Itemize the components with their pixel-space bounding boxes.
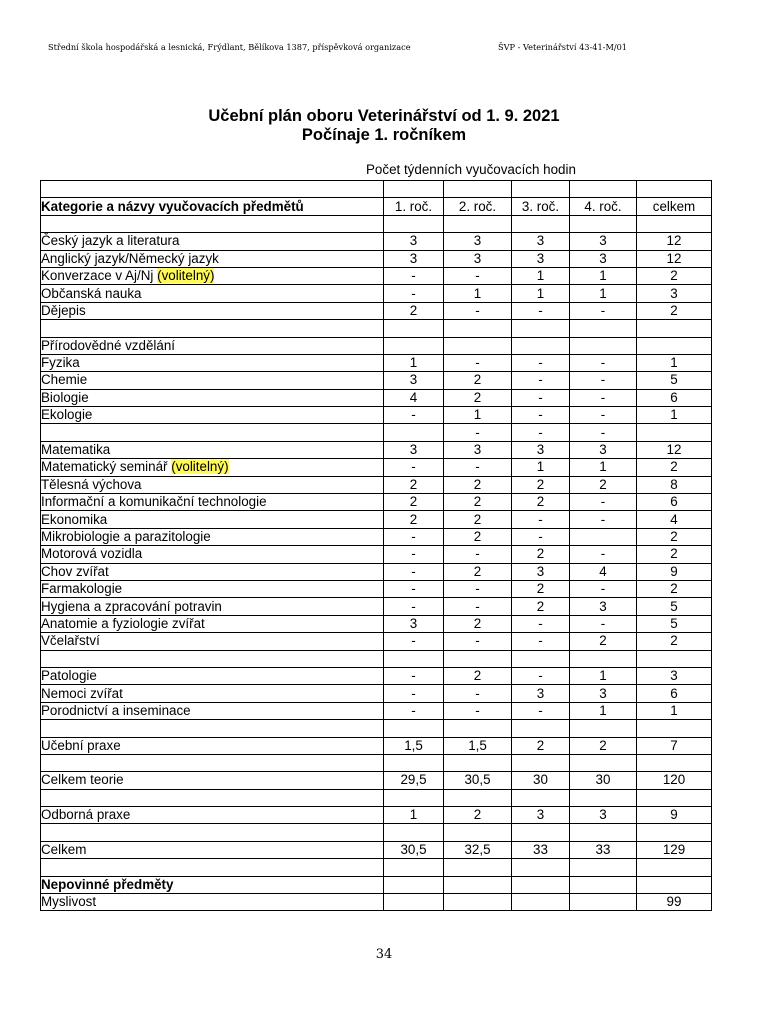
total-cell: 6 (637, 685, 712, 702)
hours-cell: - (570, 354, 637, 371)
hours-cell: - (570, 580, 637, 597)
hours-cell: 4 (570, 563, 637, 580)
spacer-row (41, 650, 712, 667)
hours-cell: 30 (512, 772, 570, 789)
hours-cell: - (384, 459, 444, 476)
category-row (41, 876, 712, 893)
subject-name: Ekonomika (41, 511, 384, 528)
table-row (41, 476, 712, 493)
subject-name: Nemoci zvířat (41, 685, 384, 702)
total-cell: 6 (637, 389, 712, 406)
hours-cell: 3 (444, 441, 512, 458)
summary-label: Celkem (41, 841, 384, 858)
hours-cell (384, 424, 444, 441)
hours-cell: - (570, 372, 637, 389)
hours-cell: 33 (512, 841, 570, 858)
table-row (41, 702, 712, 719)
summary-label: Celkem teorie (41, 772, 384, 789)
hours-cell: - (384, 563, 444, 580)
hours-cell: - (512, 633, 570, 650)
table-row (41, 667, 712, 684)
total-cell: 5 (637, 598, 712, 615)
table-row (41, 633, 712, 650)
hours-cell: - (444, 354, 512, 371)
total-cell: 9 (637, 563, 712, 580)
hours-cell: - (512, 667, 570, 684)
hours-cell (384, 894, 444, 911)
table-row (41, 407, 712, 424)
subject-name: Fyzika (41, 354, 384, 371)
curriculum-table (40, 180, 712, 911)
hours-cell: 3 (570, 250, 637, 267)
hours-cell: 2 (444, 494, 512, 511)
hours-cell: 1 (570, 267, 637, 284)
hours-cell: - (384, 580, 444, 597)
table-row (41, 233, 712, 250)
hours-cell: 1 (570, 285, 637, 302)
hours-cell: 3 (384, 615, 444, 632)
hours-cell: 3 (570, 807, 637, 824)
table-header-row (41, 198, 712, 215)
hours-cell: - (384, 598, 444, 615)
hours-cell: 2 (444, 615, 512, 632)
hours-cell: 2 (444, 807, 512, 824)
hours-cell: 29,5 (384, 772, 444, 789)
spacer-row (41, 789, 712, 806)
total-cell: 1 (637, 354, 712, 371)
table-row (41, 424, 712, 441)
total-cell: 12 (637, 250, 712, 267)
table-row (41, 737, 712, 754)
hours-cell: 3 (384, 233, 444, 250)
hours-cell: - (570, 511, 637, 528)
subject-name: Myslivost (41, 894, 384, 911)
subject-name-text: Konverzace v Aj/Nj (41, 268, 154, 284)
total-cell: 2 (637, 546, 712, 563)
total-cell: 99 (637, 894, 712, 911)
hours-cell: 2 (512, 476, 570, 493)
total-cell: 2 (637, 267, 712, 284)
subject-name: Hygiena a zpracování potravin (41, 598, 384, 615)
summary-row (41, 841, 712, 858)
hours-cell: 3 (512, 233, 570, 250)
hours-cell: 2 (444, 528, 512, 545)
hours-cell: 3 (512, 441, 570, 458)
subject-name: Mikrobiologie a parazitologie (41, 528, 384, 545)
table-row (41, 580, 712, 597)
hours-cell: - (444, 685, 512, 702)
hours-cell: 2 (512, 580, 570, 597)
subject-name-text: Matematický seminář (41, 459, 168, 475)
category-row (41, 337, 712, 354)
table-row (41, 563, 712, 580)
table-row (41, 389, 712, 406)
hours-cell: - (444, 633, 512, 650)
hours-cell: 1 (570, 459, 637, 476)
total-cell: 3 (637, 285, 712, 302)
total-cell: 12 (637, 441, 712, 458)
hours-cell: - (384, 546, 444, 563)
hours-cell: - (384, 267, 444, 284)
total-cell (637, 424, 712, 441)
total-cell: 6 (637, 494, 712, 511)
hours-cell: - (570, 546, 637, 563)
hours-cell: 2 (570, 737, 637, 754)
elective-highlight: (volitelný) (157, 268, 215, 284)
subject-name: Dějepis (41, 302, 384, 319)
subject-name: Chov zvířat (41, 563, 384, 580)
hours-cell: - (512, 511, 570, 528)
total-cell: 120 (637, 772, 712, 789)
column-header-year-3: 3. roč. (512, 198, 570, 215)
table-row (41, 685, 712, 702)
hours-cell (570, 894, 637, 911)
hours-cell: 1 (512, 285, 570, 302)
hours-cell: 2 (512, 598, 570, 615)
hours-cell: - (570, 424, 637, 441)
subject-name: Motorová vozidla (41, 546, 384, 563)
page-number: 34 (375, 947, 393, 962)
hours-cell: - (512, 372, 570, 389)
hours-cell: 3 (384, 372, 444, 389)
subject-name: Matematika (41, 441, 384, 458)
hours-cell: - (512, 389, 570, 406)
table-row (41, 894, 712, 911)
table-row (41, 250, 712, 267)
hours-cell: 2 (512, 737, 570, 754)
subject-name: Odborná praxe (41, 807, 384, 824)
subject-name: Občanská nauka (41, 285, 384, 302)
subject-name (41, 267, 384, 284)
hours-cell: 32,5 (444, 841, 512, 858)
hours-cell (444, 894, 512, 911)
table-row (41, 372, 712, 389)
hours-cell: 30,5 (444, 772, 512, 789)
hours-cell: 3 (444, 233, 512, 250)
document-subtitle: Počínaje 1. ročníkem (301, 126, 467, 144)
hours-cell: 2 (444, 372, 512, 389)
hours-cell: 1,5 (444, 737, 512, 754)
hours-cell: - (512, 354, 570, 371)
subject-name: Porodnictví a inseminace (41, 702, 384, 719)
hours-cell: - (512, 702, 570, 719)
subject-name: Informační a komunikační technologie (41, 494, 384, 511)
total-cell: 2 (637, 459, 712, 476)
table-row (41, 528, 712, 545)
subject-name: Anatomie a fyziologie zvířat (41, 615, 384, 632)
hours-cell: 3 (512, 563, 570, 580)
hours-cell: - (444, 580, 512, 597)
hours-cell: - (384, 528, 444, 545)
total-cell: 129 (637, 841, 712, 858)
hours-cell: - (444, 459, 512, 476)
hours-cell: - (384, 285, 444, 302)
hours-cell: - (444, 598, 512, 615)
total-cell: 12 (637, 233, 712, 250)
hours-cell: - (512, 407, 570, 424)
hours-cell: 2 (384, 511, 444, 528)
hours-cell: - (570, 494, 637, 511)
subject-name: Anglický jazyk/Německý jazyk (41, 250, 384, 267)
subject-name: Ekologie (41, 407, 384, 424)
hours-cell: 1,5 (384, 737, 444, 754)
hours-cell: 3 (444, 250, 512, 267)
hours-cell: - (570, 615, 637, 632)
document-title: Učební plán oboru Veterinářství od 1. 9. 2021 (208, 107, 560, 125)
hours-cell: 1 (570, 667, 637, 684)
table-row (41, 285, 712, 302)
hours-per-week-heading: Počet týdenních vyučovacích hodin (366, 162, 576, 177)
hours-cell: 2 (384, 476, 444, 493)
hours-cell: 2 (512, 494, 570, 511)
hours-cell: - (570, 302, 637, 319)
hours-cell: 30 (570, 772, 637, 789)
subject-name: Český jazyk a literatura (41, 233, 384, 250)
hours-cell: - (384, 633, 444, 650)
spacer-row (41, 181, 712, 198)
hours-cell: - (444, 267, 512, 284)
hours-cell: - (444, 424, 512, 441)
table-row (41, 494, 712, 511)
subject-name: Tělesná výchova (41, 476, 384, 493)
total-cell: 3 (637, 667, 712, 684)
hours-cell: 2 (444, 563, 512, 580)
total-cell: 2 (637, 580, 712, 597)
hours-cell: 30,5 (384, 841, 444, 858)
hours-cell: 3 (570, 598, 637, 615)
hours-cell: - (512, 528, 570, 545)
total-cell: 2 (637, 302, 712, 319)
hours-cell: 1 (444, 407, 512, 424)
hours-cell: 2 (444, 476, 512, 493)
table-row (41, 302, 712, 319)
hours-cell: 1 (570, 702, 637, 719)
hours-cell: 1 (384, 354, 444, 371)
total-cell: 2 (637, 528, 712, 545)
column-header-subject: Kategorie a názvy vyučovacích předmětů (41, 198, 384, 215)
hours-cell: 3 (384, 441, 444, 458)
hours-cell: 2 (444, 511, 512, 528)
hours-cell: 2 (570, 633, 637, 650)
hours-cell (570, 528, 637, 545)
spacer-row (41, 320, 712, 337)
total-cell: 5 (637, 372, 712, 389)
hours-cell: - (444, 702, 512, 719)
hours-cell: - (512, 302, 570, 319)
hours-cell: 3 (512, 807, 570, 824)
hours-cell: - (444, 302, 512, 319)
hours-cell: 1 (384, 807, 444, 824)
table-row (41, 459, 712, 476)
hours-cell: 2 (512, 546, 570, 563)
column-header-year-4: 4. roč. (570, 198, 637, 215)
hours-cell: 2 (444, 667, 512, 684)
spacer-row (41, 824, 712, 841)
table-row (41, 511, 712, 528)
hours-cell: 2 (384, 302, 444, 319)
summary-row (41, 772, 712, 789)
spacer-row (41, 859, 712, 876)
hours-cell: 33 (570, 841, 637, 858)
hours-cell: 1 (512, 267, 570, 284)
spacer-row (41, 754, 712, 771)
hours-cell: 3 (512, 685, 570, 702)
hours-cell: 3 (384, 250, 444, 267)
hours-cell: - (384, 407, 444, 424)
hours-cell: - (384, 702, 444, 719)
total-cell: 5 (637, 615, 712, 632)
hours-cell: - (570, 389, 637, 406)
column-header-year-1: 1. roč. (384, 198, 444, 215)
total-cell: 1 (637, 407, 712, 424)
category-name: Přírodovědné vzdělání (41, 337, 384, 354)
subject-name: Učební praxe (41, 737, 384, 754)
subject-name: Patologie (41, 667, 384, 684)
hours-cell: - (512, 615, 570, 632)
table-row (41, 615, 712, 632)
spacer-row (41, 215, 712, 232)
subject-name: Včelařství (41, 633, 384, 650)
header-school-name: Střední škola hospodářská a lesnická, Frýdlant, Bělíkova 1387, příspěvková organizace (48, 42, 411, 52)
hours-cell: 3 (570, 685, 637, 702)
hours-cell: 3 (512, 250, 570, 267)
hours-cell: 2 (570, 476, 637, 493)
header-program-code: ŠVP - Veterinářství 43-41-M/01 (498, 42, 628, 52)
total-cell: 7 (637, 737, 712, 754)
subject-name (41, 424, 384, 441)
subject-name: Chemie (41, 372, 384, 389)
hours-cell: 1 (512, 459, 570, 476)
hours-cell: - (384, 667, 444, 684)
total-cell: 4 (637, 511, 712, 528)
spacer-row (41, 720, 712, 737)
hours-cell: - (384, 685, 444, 702)
hours-cell (512, 894, 570, 911)
subject-name (41, 459, 384, 476)
table-row (41, 598, 712, 615)
hours-cell: - (570, 407, 637, 424)
table-row (41, 807, 712, 824)
hours-cell: 4 (384, 389, 444, 406)
total-cell: 9 (637, 807, 712, 824)
hours-cell: - (444, 546, 512, 563)
table-row (41, 354, 712, 371)
hours-cell: 3 (570, 233, 637, 250)
hours-cell: - (512, 424, 570, 441)
hours-cell: 2 (444, 389, 512, 406)
hours-cell: 1 (444, 285, 512, 302)
subject-name: Biologie (41, 389, 384, 406)
hours-cell: 3 (570, 441, 637, 458)
total-cell: 8 (637, 476, 712, 493)
optional-subjects-heading: Nepovinné předměty (41, 876, 384, 893)
table-row (41, 441, 712, 458)
hours-cell: 2 (384, 494, 444, 511)
total-cell: 2 (637, 633, 712, 650)
total-cell: 1 (637, 702, 712, 719)
table-row (41, 546, 712, 563)
column-header-year-2: 2. roč. (444, 198, 512, 215)
subject-name: Farmakologie (41, 580, 384, 597)
table-row (41, 267, 712, 284)
elective-highlight: (volitelný) (171, 459, 229, 475)
column-header-total: celkem (637, 198, 712, 215)
